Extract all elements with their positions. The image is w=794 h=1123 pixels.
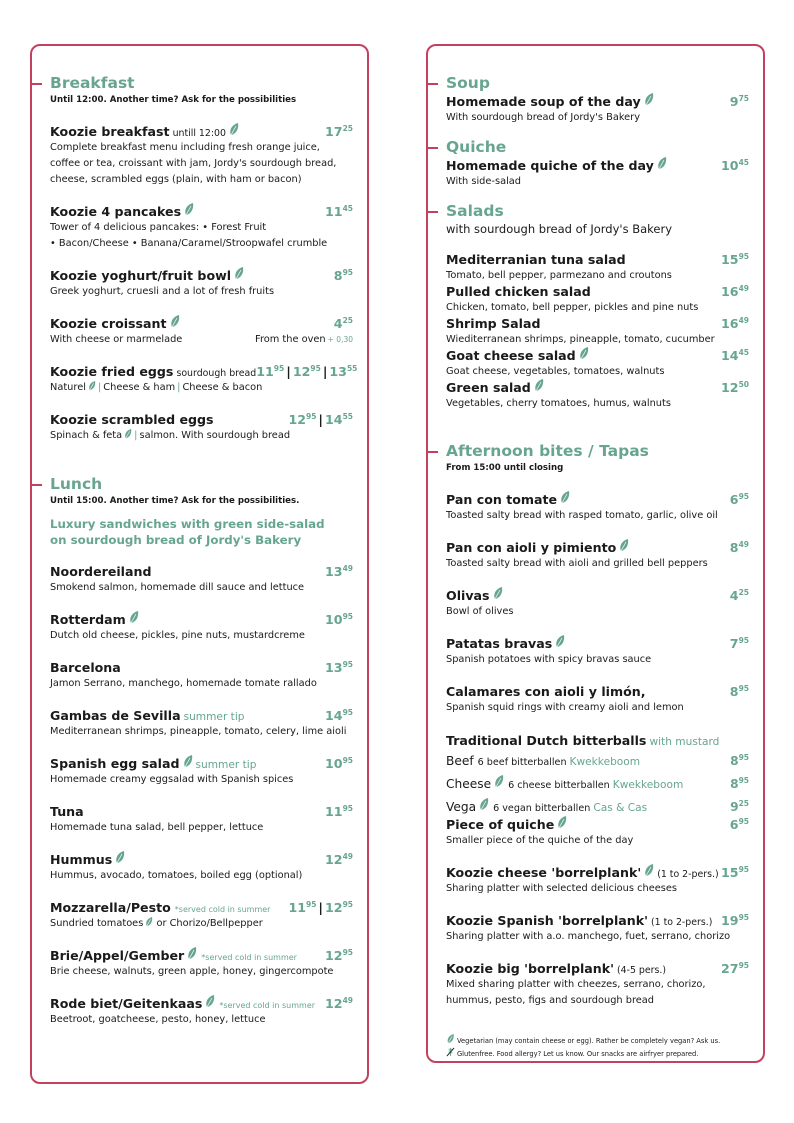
menu-item — [50, 363, 358, 396]
leaf-icon — [124, 429, 132, 439]
crossed-grain-icon — [446, 1047, 455, 1057]
menu-item — [446, 635, 749, 668]
item-desc: cheese, scrambled eggs (plain, with ham or bacon) — [50, 174, 302, 185]
item-desc: Toasted salty bread with aioli and grilled bell peppers — [446, 558, 708, 569]
item-extra: From the oven + 0,30 — [255, 334, 353, 345]
item-name: Hummus — [50, 852, 113, 867]
menu-item — [50, 267, 353, 300]
lunch-lead: Luxury sandwiches with green side-salad on sourdough bread of Jordy's Bakery — [50, 517, 325, 547]
item-desc: Homemade creamy eggsalad with Spanish spices — [50, 774, 294, 785]
menu-item — [446, 587, 749, 620]
salads-section — [446, 201, 749, 238]
menu-item — [50, 203, 353, 252]
salads-title: Salads — [446, 201, 749, 221]
item-desc: Spanish squid rings with creamy aioli and lemon — [446, 702, 684, 713]
item-name: Koozie fried eggs — [50, 364, 174, 379]
item-price: $17^{25}$ — [325, 124, 353, 139]
item-desc: Bowl of olives — [446, 606, 514, 617]
item-price: $12^{50}$ — [721, 380, 749, 395]
menu-item — [50, 611, 353, 644]
item-desc: Sharing platter with selected delicious cheeses — [446, 883, 677, 894]
breakfast-section — [50, 73, 353, 107]
breakfast-subtitle: Until 12:00. Another time? Ask for the possibilities — [50, 95, 297, 105]
legend — [446, 1034, 749, 1060]
item-name: Calamares con aioli y limón, — [446, 684, 646, 699]
item-desc: With side-salad — [446, 176, 522, 187]
menu-item — [446, 816, 749, 849]
item-name: Barcelona — [50, 660, 121, 675]
item-price: $19^{95}$ — [721, 913, 749, 928]
item-desc: Hummus, avocado, tomatoes, boiled egg (optional) — [50, 870, 303, 881]
item-name: Koozie Spanish 'borrelplank' — [446, 913, 648, 928]
item-price: $8^{95}$ — [333, 268, 353, 283]
item-price: $9^{75}$ — [729, 94, 749, 109]
item-price: $16^{49}$ — [721, 316, 749, 331]
item-desc: Toasted salty bread with rasped tomato, garlic, olive oil — [446, 510, 718, 521]
bitterballen-group — [446, 732, 749, 818]
item-name: Koozie scrambled eggs — [50, 412, 214, 427]
item-price: $8^{49}$ — [729, 540, 749, 555]
item-desc: • Bacon/Cheese • Banana/Caramel/Stroopwafel crumble — [50, 238, 328, 249]
leaf-icon — [184, 203, 194, 216]
salads-lead: with sourdough bread of Jordy's Bakery — [446, 222, 673, 236]
menu-item — [50, 947, 353, 980]
item-desc: Sundried tomatoes or Chorizo/Bellpepper — [50, 918, 263, 929]
leaf-icon — [205, 995, 215, 1008]
item-desc: Spanish potatoes with spicy bravas sauce — [446, 654, 652, 665]
leaf-icon — [170, 315, 180, 328]
item-name: Mediterranian tuna salad — [446, 252, 626, 267]
item-desc: Jamon Serrano, manchego, homemade tomate rallado — [50, 678, 317, 689]
item-desc: Homemade tuna salad, bell pepper, lettuce — [50, 822, 264, 833]
item-desc: hummus, pesto, figs and sourdough bread — [446, 995, 655, 1006]
item-price: $10^{95}$ — [325, 756, 353, 771]
item-note: untill 12:00 — [172, 128, 226, 139]
menu-item — [446, 491, 749, 524]
leaf-icon — [115, 851, 125, 864]
list-item: Vega 6 vegan bitterballen Cas & Cas $9^{25}$ — [446, 799, 749, 814]
item-price: $12^{49}$ — [325, 852, 353, 867]
item-price: $11^{95}$ | $12^{95}$ | $13^{55}$ — [256, 364, 358, 379]
item-name: Traditional Dutch bitterballs — [446, 733, 647, 748]
menu-item — [50, 755, 353, 788]
menu-item — [446, 960, 749, 1009]
leaf-icon — [479, 798, 489, 811]
item-name: Pulled chicken salad — [446, 284, 591, 299]
menu-item — [50, 851, 353, 884]
item-price: $10^{95}$ — [325, 612, 353, 627]
item-desc: Beetroot, goatcheese, pesto, honey, lettuce — [50, 1014, 266, 1025]
right-menu-panel — [426, 44, 765, 1063]
leaf-icon — [88, 381, 96, 391]
leaf-icon — [657, 157, 667, 170]
menu-item — [446, 283, 749, 316]
item-desc: Greek yoghurt, cruesli and a lot of fresh fruits — [50, 286, 275, 297]
menu-item — [50, 123, 353, 188]
menu-item — [446, 315, 749, 348]
leaf-icon — [183, 755, 193, 768]
lunch-subtitle: Until 15:00. Another time? Ask for the possibilities. — [50, 496, 300, 506]
item-price: $15^{95}$ — [721, 865, 749, 880]
item-price: $12^{49}$ — [325, 996, 353, 1011]
menu-item — [50, 315, 353, 348]
leaf-icon — [579, 347, 589, 360]
item-desc: Vegetables, cherry tomatoes, humus, walnuts — [446, 398, 671, 409]
item-tip: with mustard — [649, 736, 720, 748]
item-tip: summer tip — [183, 711, 245, 723]
menu-item — [50, 707, 353, 740]
item-desc: Brie cheese, walnuts, green apple, honey, gingercompote — [50, 966, 334, 977]
item-tip: *served cold in summer — [201, 953, 297, 962]
item-price: $16^{49}$ — [721, 284, 749, 299]
item-name: Olivas — [446, 588, 490, 603]
item-desc: coffee or tea, croissant with jam, Jordy's sourdough bread, — [50, 158, 337, 169]
item-note: sourdough bread — [176, 368, 257, 379]
item-price: $14^{95}$ — [325, 708, 353, 723]
item-note: (4-5 pers.) — [616, 965, 667, 976]
item-desc: Goat cheese, vegetables, tomatoes, walnuts — [446, 366, 665, 377]
leaf-icon — [234, 267, 244, 280]
soup-title: Soup — [446, 73, 749, 93]
item-name: Green salad — [446, 380, 531, 395]
menu-item — [446, 683, 749, 716]
item-tip: *served cold in summer — [219, 1001, 316, 1010]
breakfast-title: Breakfast — [50, 73, 353, 93]
menu-item — [50, 411, 353, 444]
item-name: Noordereiland — [50, 564, 152, 579]
leaf-icon — [555, 635, 565, 648]
item-price: $13^{95}$ — [325, 660, 353, 675]
menu-item — [446, 864, 749, 897]
item-name: Spanish egg salad — [50, 756, 180, 771]
item-desc: Sharing platter with a.o. manchego, fuet, serrano, chorizo — [446, 931, 731, 942]
item-name: Piece of quiche — [446, 817, 555, 832]
item-name: Mozzarella/Pesto — [50, 900, 171, 915]
item-desc: Dutch old cheese, pickles, pine nuts, mustardcreme — [50, 630, 305, 641]
item-desc: Complete breakfast menu including fresh orange juice, — [50, 142, 320, 153]
item-desc: Smokend salmon, homemade dill sauce and lettuce — [50, 582, 305, 593]
item-price: $12^{95}$ — [325, 948, 353, 963]
item-desc: With cheese or marmelade — [50, 334, 183, 345]
item-price: $8^{95}$ — [729, 684, 749, 699]
leaf-icon — [534, 379, 544, 392]
item-name: Koozie croissant — [50, 316, 167, 331]
menu-item — [50, 899, 353, 932]
item-price: $4^{25}$ — [333, 316, 353, 331]
item-options: Naturel | Cheese & ham | Cheese & bacon — [50, 382, 263, 393]
leaf-icon — [229, 123, 239, 136]
item-name: Pan con tomate — [446, 492, 558, 507]
menu-item — [50, 659, 353, 692]
menu-item — [446, 251, 749, 284]
menu-item — [446, 379, 749, 412]
item-price: $13^{49}$ — [325, 564, 353, 579]
leaf-icon — [494, 775, 504, 788]
tapas-title: Afternoon bites / Tapas — [446, 441, 749, 461]
item-price: $10^{45}$ — [721, 158, 749, 173]
item-name: Homemade quiche of the day — [446, 158, 654, 173]
item-desc: Smaller piece of the quiche of the day — [446, 835, 634, 846]
item-name: Pan con aioli y pimiento — [446, 540, 617, 555]
item-name: Koozie 4 pancakes — [50, 204, 182, 219]
item-desc: Tower of 4 delicious pancakes: • Forest Fruit — [50, 222, 267, 233]
soup-section — [446, 73, 749, 126]
leaf-icon — [619, 539, 629, 552]
item-desc: Chicken, tomato, bell pepper, pickles and pine nuts — [446, 302, 699, 313]
menu-item — [50, 563, 353, 596]
left-menu-panel — [30, 44, 369, 1084]
item-note: (1 to 2-pers.) — [657, 869, 719, 880]
item-tip: summer tip — [195, 759, 257, 771]
menu-item — [50, 995, 353, 1028]
list-item: Beef 6 beef bitterballen Kwekkeboom $8^{95}$ — [446, 753, 749, 768]
leaf-icon — [557, 816, 567, 829]
item-desc: Wiediterranean shrimps, pineapple, tomato, cucumber — [446, 334, 715, 345]
item-name: Tuna — [50, 804, 84, 819]
leaf-icon — [644, 864, 654, 877]
menu-item — [50, 803, 353, 836]
item-name: Brie/Appel/Gember — [50, 948, 185, 963]
item-name: Goat cheese salad — [446, 348, 576, 363]
item-price: $14^{45}$ — [721, 348, 749, 363]
list-item: Cheese 6 cheese bitterballen Kwekkeboom $8^{95}$ — [446, 776, 749, 791]
item-name: Patatas bravas — [446, 636, 553, 651]
item-name: Gambas de Sevilla — [50, 708, 181, 723]
leaf-icon — [446, 1034, 455, 1044]
lunch-section — [50, 474, 353, 508]
leaf-icon — [493, 587, 503, 600]
item-name: Rotterdam — [50, 612, 126, 627]
leaf-icon — [644, 93, 654, 106]
item-desc: Mediterranean shrimps, pineapple, tomato, celery, lime aioli — [50, 726, 347, 737]
tapas-section — [446, 441, 749, 475]
item-note: (1 to 2-pers.) — [650, 917, 713, 928]
item-name: Rode biet/Geitenkaas — [50, 996, 203, 1011]
item-price: $11^{95}$ — [325, 804, 353, 819]
item-desc: Mixed sharing platter with cheezes, serrano, chorizo, — [446, 979, 706, 990]
item-desc: Tomato, bell pepper, parmezano and croutons — [446, 270, 672, 281]
leaf-icon — [560, 491, 570, 504]
item-price: $11^{95}$ | $12^{95}$ — [288, 900, 353, 915]
item-options: Spinach & feta | salmon. With sourdough bread — [50, 430, 291, 441]
item-price: $6^{95}$ — [729, 817, 749, 832]
legend-vegetarian: Vegetarian (may contain cheese or egg). Rather be completely vegan? Ask us. — [457, 1037, 721, 1045]
item-name: Koozie big 'borrelplank' — [446, 961, 614, 976]
item-price: $12^{95}$ | $14^{55}$ — [288, 412, 353, 427]
lunch-title: Lunch — [50, 474, 353, 494]
leaf-icon — [129, 611, 139, 624]
item-name: Koozie cheese 'borrelplank' — [446, 865, 642, 880]
quiche-title: Quiche — [446, 137, 749, 157]
item-name: Koozie breakfast — [50, 124, 170, 139]
menu-item — [446, 912, 749, 945]
legend-glutenfree: Glutenfree. Food allergy? Let us know. Our snacks are airfryer prepared. — [457, 1050, 699, 1058]
menu-item — [446, 347, 749, 380]
menu-item — [446, 539, 749, 572]
item-tip: *served cold in summer — [174, 905, 271, 914]
tapas-subtitle: From 15:00 until closing — [446, 463, 564, 473]
item-price: $11^{45}$ — [325, 204, 353, 219]
item-name: Koozie yoghurt/fruit bowl — [50, 268, 232, 283]
leaf-icon — [187, 947, 197, 960]
item-price: $15^{95}$ — [721, 252, 749, 267]
item-name: Shrimp Salad — [446, 316, 541, 331]
item-price: $4^{25}$ — [729, 588, 749, 603]
quiche-section — [446, 137, 749, 190]
leaf-icon — [145, 917, 153, 927]
item-desc: With sourdough bread of Jordy's Bakery — [446, 112, 641, 123]
item-price: $27^{95}$ — [721, 961, 749, 976]
item-name: Homemade soup of the day — [446, 94, 641, 109]
item-price: $7^{95}$ — [729, 636, 749, 651]
item-price: $6^{95}$ — [729, 492, 749, 507]
